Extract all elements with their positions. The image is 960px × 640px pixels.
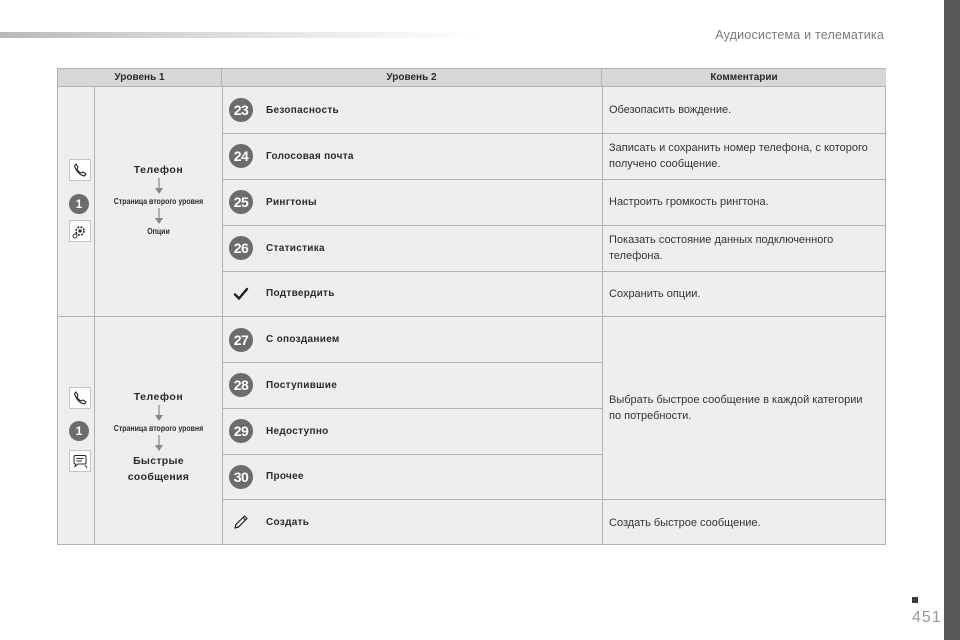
flow-final: Опции	[147, 226, 170, 236]
option-label: Прочее	[266, 471, 304, 482]
quick-message-icon	[69, 450, 91, 472]
header-decor-bar	[0, 32, 480, 38]
table-row	[222, 499, 886, 545]
header-level2: Уровень 2	[222, 69, 602, 87]
merged-comment: Выбрать быстрое сообщение в каждой категории по потребности.	[609, 394, 863, 422]
table-row	[222, 316, 602, 362]
option-number-badge: 27	[229, 328, 253, 352]
option-comment: Сохранить опции.	[609, 288, 701, 300]
level1-badge: 1	[69, 421, 89, 441]
option-number-badge: 28	[229, 373, 253, 397]
option-comment: Настроить громкость рингтона.	[609, 196, 769, 208]
level1-badge: 1	[69, 194, 89, 214]
option-label: Недоступно	[266, 426, 329, 437]
option-comment: Показать состояние данных подключенного телефона.	[609, 234, 834, 262]
option-number-badge: 29	[229, 419, 253, 443]
table-row	[222, 271, 886, 316]
flow-subtitle: Страница второго уровня	[113, 423, 204, 433]
option-label: Голосовая почта	[266, 151, 354, 162]
table-row	[222, 408, 602, 454]
menu-table	[57, 68, 886, 545]
pencil-icon	[232, 513, 250, 531]
flow-title: Телефон	[133, 164, 184, 176]
option-number-badge: 23	[229, 98, 253, 122]
option-label: Статистика	[266, 243, 325, 254]
header-level1: Уровень 1	[58, 69, 222, 87]
phone-handset-icon	[69, 387, 91, 409]
table-row	[222, 225, 886, 271]
table-row	[222, 133, 886, 179]
option-label: Подтвердить	[266, 288, 335, 299]
flow-path-quick-messages	[95, 391, 222, 485]
option-label: Поступившие	[266, 380, 338, 391]
settings-gear-icon	[69, 220, 91, 242]
section-title: Аудиосистема и телематика	[715, 28, 884, 42]
arrow-down-icon	[154, 178, 164, 194]
arrow-down-icon	[154, 435, 164, 451]
flow-final: Быстрые сообщения	[127, 455, 190, 483]
option-label: Рингтоны	[266, 197, 317, 208]
option-label: С опозданием	[266, 334, 340, 345]
table-row	[222, 179, 886, 225]
option-number-badge: 24	[229, 144, 253, 168]
option-number-badge: 30	[229, 465, 253, 489]
right-edge-strip	[944, 0, 960, 640]
flow-subtitle: Страница второго уровня	[113, 196, 204, 206]
option-number-badge: 25	[229, 190, 253, 214]
option-label: Создать	[266, 517, 310, 528]
option-label: Безопасность	[266, 105, 339, 116]
option-comment: Создать быстрое сообщение.	[609, 517, 761, 529]
option-comment: Записать и сохранить номер телефона, с которого получено сообщение.	[609, 142, 868, 170]
flow-path-options	[95, 164, 222, 236]
table-row	[222, 362, 602, 408]
page-number: 451	[912, 609, 942, 626]
option-comment: Обезопасить вождение.	[609, 104, 732, 116]
table-row	[222, 87, 886, 133]
phone-handset-icon	[69, 159, 91, 181]
checkmark-icon	[232, 285, 250, 303]
table-row	[222, 454, 602, 499]
page-marker	[912, 597, 918, 603]
option-number-badge: 26	[229, 236, 253, 260]
arrow-down-icon	[154, 405, 164, 421]
header-comments: Комментарии	[602, 69, 886, 87]
arrow-down-icon	[154, 208, 164, 224]
flow-title: Телефон	[133, 391, 184, 403]
